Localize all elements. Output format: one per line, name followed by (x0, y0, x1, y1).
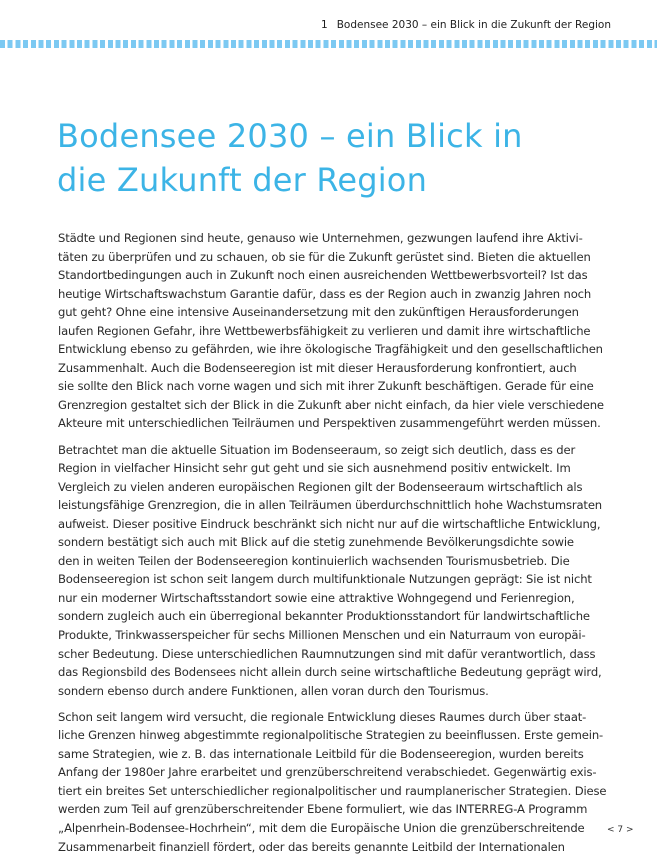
text-line: nur ein moderner Wirtschaftsstandort sowie eine attraktive Wohngegend und Ferienregion, (58, 590, 575, 605)
text-line: aufweist. Dieser positive Eindruck beschränkt sich nicht nur auf die wirtschaftliche Entwicklung, (58, 516, 601, 531)
page-title (57, 114, 577, 202)
text-line: den in weiten Teilen der Bodenseeregion kontinuierlich wachsenden Tourismusbetrieb. Die (58, 553, 570, 568)
page-title-line-2: die Zukunft der Region (57, 161, 428, 199)
chapter-title: Bodensee 2030 – ein Blick in die Zukunft der Region (336, 19, 611, 31)
text-line: same Strategien, wie z. B. das internationale Leitbild für die Bodenseeregion, wurden bereits (58, 746, 584, 761)
page-title-line-1: Bodensee 2030 – ein Blick in (57, 117, 523, 155)
text-line: Akteure mit unterschiedlichen Teilräumen und Perspektiven zusammengeführt werden müssen. (58, 416, 601, 431)
dashed-rule-divider (0, 40, 657, 48)
body-text (58, 229, 606, 864)
paragraph-1 (58, 229, 606, 433)
text-line: Vergleich zu vielen anderen europäischen Regionen gilt der Bodenseeraum wirtschaftlich als (58, 479, 583, 494)
text-line: sondern ebenso durch andere Funktionen, allen voran durch den Tourismus. (58, 683, 489, 698)
text-line: Betrachtet man die aktuelle Situation im Bodenseeraum, so zeigt sich deutlich, dass es der (58, 442, 576, 457)
chapter-number: 1 (321, 19, 328, 31)
text-line: das Regionsbild des Bodensees nicht allein durch seine wirtschaftliche Bedeutung geprägt wird, (58, 665, 602, 680)
text-line: Grenzregion gestaltet sich der Blick in die Zukunft aber nicht einfach, da hier viele verschiedene (58, 397, 604, 412)
text-line: sie sollte den Blick nach vorne wagen und sich mit ihrer Zukunft beschäftigen. Gerade für eine (58, 379, 594, 394)
text-line: werden zum Teil auf grenzüberschreitender Ebene formuliert, wie das INTERREG-A Programm (58, 802, 588, 817)
paragraph-2 (58, 441, 606, 701)
text-line: Städte und Regionen sind heute, genauso wie Unternehmen, gezwungen laufend ihre Aktivi- (58, 231, 583, 245)
text-line: Standortbedingungen auch in Zukunft noch einen ausreichenden Wettbewerbsvorteil? Ist das (58, 268, 588, 283)
text-line: laufen Regionen Gefahr, ihre Wettbewerbsfähigkeit zu verlieren und damit ihre wirtschaftliche (58, 323, 591, 338)
text-line: Anfang der 1980er Jahre erarbeitet und grenzüberschreitend verabschiedet. Gegenwärtig exis- (58, 765, 597, 780)
text-line: scher Bedeutung. Diese unterschiedlichen Raumnutzungen sind mit dafür verantwortlich, dass (58, 646, 596, 661)
text-line: Produkte, Trinkwasserspeicher für sechs Millionen Menschen und ein Naturraum von europäi- (58, 627, 586, 642)
text-line: leistungsfähige Grenzregion, die in allen Teilräumen überdurchschnittlich hohe Wachstumsraten (58, 498, 603, 513)
text-line: Schon seit langem wird versucht, die regionale Entwicklung dieses Raumes durch über staat- (58, 709, 587, 724)
text-line: Bodenseeregion ist schon seit langem durch multifunktionale Nutzungen geprägt: Sie ist nicht (58, 572, 592, 587)
text-line: gut geht? Ohne eine intensive Auseinandersetzung mit den zukünftigen Herausforderungen (58, 305, 579, 320)
text-line: sondern zugleich auch ein überregional bekannter Produktionsstandort für landwirtschaftliche (58, 609, 590, 624)
text-line: Region in vielfacher Hinsicht sehr gut geht und sie sich ausnehmend positiv entwickelt. Im (58, 461, 571, 476)
running-header (321, 19, 611, 31)
text-line: liche Grenzen hinweg abgestimmte regionalpolitische Strategien zu beeinflussen. Erste gemein- (58, 728, 604, 743)
text-line: tiert ein breites Set unterschiedlicher regionalpolitischer und raumplanerischer Strategien. Diese (58, 783, 607, 798)
text-line: Zusammenhalt. Auch die Bodenseeregion ist mit dieser Herausforderung konfrontiert, auch (58, 360, 577, 375)
text-line: heutige Wirtschaftswachstum Garantie dafür, dass es der Region auch in zwanzig Jahren noch (58, 286, 592, 301)
text-line: täten zu überprüfen und zu schauen, ob sie für die Zukunft gerüstet sind. Bieten die aktuellen (58, 249, 591, 264)
paragraph-3 (58, 708, 606, 856)
text-line: Entwicklung ebenso zu gefährden, wie ihre ökologische Tragfähigkeit und den gesellschaftlichen (58, 342, 603, 357)
page-number: < 7 > (607, 825, 634, 835)
text-line: Zusammenarbeit finanziell fördert, oder das bereits genannte Leitbild der Internationalen (58, 839, 565, 854)
text-line: sondern bestätigt sich auch mit Blick auf die stetig zunehmende Bevölkerungsdichte sowie (58, 535, 574, 550)
text-line: „Alpenrhein-Bodensee-Hochrhein“, mit dem die Europäische Union die grenzüberschreitende (58, 820, 585, 835)
